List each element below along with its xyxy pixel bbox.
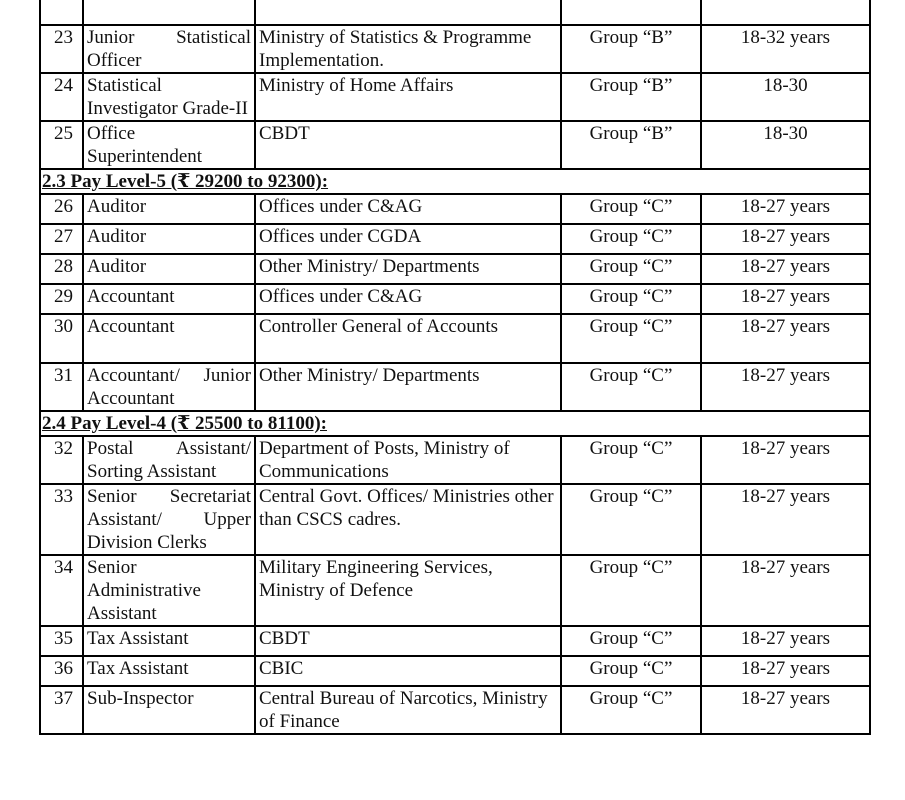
table-row (40, 254, 870, 284)
table-row (40, 224, 870, 254)
post-name: Postal Assistant/ Sorting Assistant (83, 436, 255, 484)
post-name: Accountant/ Junior Accountant (83, 363, 255, 411)
serial-number: 29 (40, 284, 83, 314)
pay-level-5-heading: 2.3 Pay Level-5 (₹ 29200 to 92300): (40, 169, 870, 194)
ministry-name: Central Bureau of Narcotics, Ministry of Finance (255, 686, 561, 734)
group-classification: Group “C” (561, 314, 701, 363)
ministry-name: Offices under C&AG (255, 284, 561, 314)
age-limit: 18-27 years (701, 254, 870, 284)
serial-number: 36 (40, 656, 83, 686)
serial-number: 26 (40, 194, 83, 224)
table-row (40, 363, 870, 411)
group-classification: Group “C” (561, 626, 701, 656)
age-limit: 18-27 years (701, 484, 870, 555)
ministry-name: CBIC (255, 656, 561, 686)
post-name: Auditor (83, 194, 255, 224)
table-row (40, 121, 870, 169)
ministry-name: Department of Posts, Ministry of Communications (255, 436, 561, 484)
ministry-name: Military Engineering Services, Ministry of Defence (255, 555, 561, 626)
section-heading-row (40, 411, 870, 436)
group-classification: Group “C” (561, 284, 701, 314)
post-name: Auditor (83, 224, 255, 254)
group-classification: Group “B” (561, 73, 701, 121)
post-name: Tax Assistant (83, 656, 255, 686)
ministry-name: CBDT (255, 121, 561, 169)
serial-number: 27 (40, 224, 83, 254)
age-limit: 18-27 years (701, 284, 870, 314)
ministry-name: Other Ministry/ Departments (255, 363, 561, 411)
table-row (40, 656, 870, 686)
age-limit: 18-27 years (701, 626, 870, 656)
section-heading-row (40, 169, 870, 194)
age-limit: 18-27 years (701, 194, 870, 224)
table-row (40, 484, 870, 555)
group-classification: Group “C” (561, 194, 701, 224)
post-name: Accountant (83, 284, 255, 314)
serial-number: 32 (40, 436, 83, 484)
table-row (40, 284, 870, 314)
post-name: Tax Assistant (83, 626, 255, 656)
group-classification: Group “C” (561, 254, 701, 284)
age-limit: 18-27 years (701, 363, 870, 411)
post-name: Auditor (83, 254, 255, 284)
post-name: Office Superintendent (83, 121, 255, 169)
serial-number: 24 (40, 73, 83, 121)
age-limit: 18-32 years (701, 25, 870, 73)
ministry-name: Ministry of Home Affairs (255, 73, 561, 121)
group-classification: Group “C” (561, 555, 701, 626)
serial-number: 34 (40, 555, 83, 626)
serial-number: 37 (40, 686, 83, 734)
age-limit: 18-27 years (701, 656, 870, 686)
serial-number: 31 (40, 363, 83, 411)
table-row (40, 73, 870, 121)
serial-number: 23 (40, 25, 83, 73)
serial-number: 35 (40, 626, 83, 656)
age-limit: 18-27 years (701, 686, 870, 734)
post-name: Accountant (83, 314, 255, 363)
table-row (40, 194, 870, 224)
age-limit: 18-27 years (701, 436, 870, 484)
age-limit: 18-27 years (701, 555, 870, 626)
post-name: Sub-Inspector (83, 686, 255, 734)
post-name: Statistical Investigator Grade-II (83, 73, 255, 121)
table-row (40, 436, 870, 484)
age-limit: 18-30 (701, 121, 870, 169)
table-row (40, 0, 870, 25)
table-row (40, 25, 870, 73)
pay-level-4-heading: 2.4 Pay Level-4 (₹ 25500 to 81100): (40, 411, 870, 436)
table-row (40, 314, 870, 363)
ministry-name: Ministry of Statistics & Programme Implementation. (255, 25, 561, 73)
post-name: Senior Administrative Assistant (83, 555, 255, 626)
group-classification: Group “C” (561, 686, 701, 734)
table-row (40, 626, 870, 656)
post-name: Senior Secretariat Assistant/ Upper Division Clerks (83, 484, 255, 555)
ministry-name: Other Ministry/ Departments (255, 254, 561, 284)
age-limit: 18-27 years (701, 314, 870, 363)
ministry-name: Central Govt. Offices/ Ministries other than CSCS cadres. (255, 484, 561, 555)
group-classification: Group “C” (561, 436, 701, 484)
group-classification: Group “C” (561, 363, 701, 411)
serial-number: 30 (40, 314, 83, 363)
ministry-name: CBDT (255, 626, 561, 656)
group-classification: Group “B” (561, 25, 701, 73)
group-classification: Group “C” (561, 224, 701, 254)
ministry-name: Offices under CGDA (255, 224, 561, 254)
post-name: Junior Statistical Officer (83, 25, 255, 73)
table-row (40, 686, 870, 734)
serial-number: 25 (40, 121, 83, 169)
group-classification: Group “C” (561, 656, 701, 686)
age-limit: 18-27 years (701, 224, 870, 254)
ministry-name: Controller General of Accounts (255, 314, 561, 363)
serial-number: 28 (40, 254, 83, 284)
posts-table (39, 0, 871, 735)
serial-number: 33 (40, 484, 83, 555)
group-classification: Group “C” (561, 484, 701, 555)
table-row (40, 555, 870, 626)
age-limit: 18-30 (701, 73, 870, 121)
ministry-name: Offices under C&AG (255, 194, 561, 224)
group-classification: Group “B” (561, 121, 701, 169)
